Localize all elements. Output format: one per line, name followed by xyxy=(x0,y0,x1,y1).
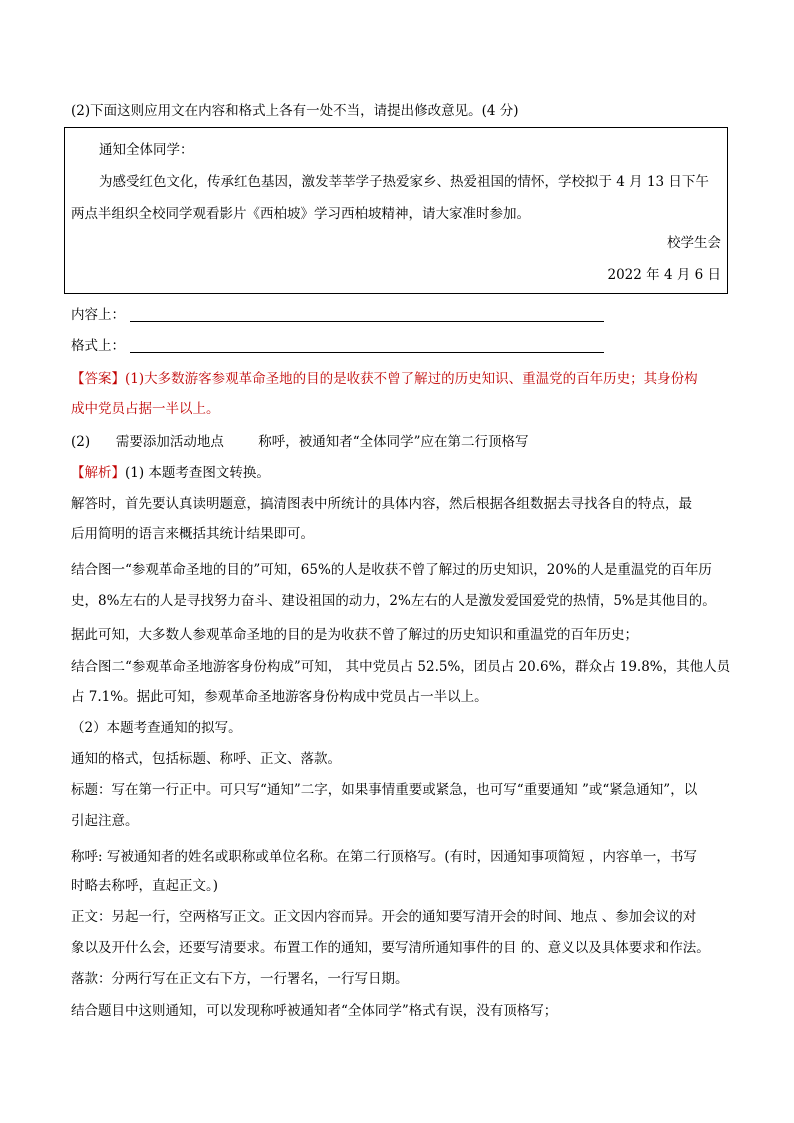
analysis-line-15: 象以及开什么会，还要写清要求。布置工作的通知，要写清所通知事件的目 的、意义以及具体要求和作法。 xyxy=(71,940,710,956)
format-answer-line xyxy=(130,352,604,353)
analysis-line-3: 结合图一“参观革命圣地的目的”可知，65%的人是收获不曾了解过的历史知识，20%的人是重温党的百年历 xyxy=(71,562,712,578)
analysis-line-8: （2）本题考查通知的拟写。 xyxy=(71,720,242,736)
analysis-line-5: 据此可知，大多数人参观革命圣地的目的是为收获不曾了解过的历史知识和重温党的百年历史； xyxy=(71,627,638,643)
content-label: 内容上： xyxy=(71,307,125,323)
analysis-line-9: 通知的格式，包括标题、称呼、正文、落款。 xyxy=(71,751,341,767)
question-prompt: (2)下面这则应用文在内容和格式上各有一处不当，请提出修改意见。(4 分) xyxy=(71,103,519,119)
analysis-line-12: 称呼: 写被通知者的姓名或职称或单位名称。在第二行顶格写。(有时，因通知事项简短 ，内容单一，书写 xyxy=(71,849,697,865)
analysis-tag: 【解析】 xyxy=(71,465,125,481)
analysis-line-13: 时略去称呼，直起正文。) xyxy=(71,878,219,894)
analysis-line-4: 史，8%左右的人是寻找努力奋斗、建设祖国的动力，2%左右的人是激发爱国爱党的热情，5%是其他目的。 xyxy=(71,593,716,609)
format-label: 格式上： xyxy=(71,338,125,354)
notice-signature: 校学生会 xyxy=(667,235,721,251)
answer-line2: 成中党员占据一半以上。 xyxy=(71,401,220,417)
notice-body-line1: 为感受红色文化，传承红色基因，激发莘莘学子热爱家乡、热爱祖国的情怀，学校拟于 4 月 13 日下午 xyxy=(99,174,709,190)
notice-body-line2: 两点半组织全校同学观看影片《西柏坡》学习西柏坡精神，请大家准时参加。 xyxy=(71,206,530,222)
notice-date: 2022 年 4 月 6 日 xyxy=(607,267,721,283)
analysis-line-0: 【解析】(1) 本题考查图文转换。 xyxy=(71,465,270,481)
analysis-line-7: 占 7.1%。据此可知，参观革命圣地游客身份构成中党员占一半以上。 xyxy=(71,689,488,705)
analysis-line-11: 引起注意。 xyxy=(71,813,139,829)
notice-box xyxy=(64,127,728,294)
notice-greeting: 通知全体同学： xyxy=(99,142,194,158)
answer-line3: (2) 需要添加活动地点 称呼，被通知者“全体同学”应在第二行顶格写 xyxy=(71,434,529,450)
analysis-line-6: 结合图二“参观革命圣地游客身份构成”可知， 其中党员占 52.5%，团员占 20.6%，群众占 19.8%，其他人员 xyxy=(71,659,731,675)
analysis-line-1: 解答时，首先要认真读明题意，搞清图表中所统计的具体内容，然后根据各组数据去寻找各自的特点，最 xyxy=(71,496,692,512)
analysis-line-10: 标题：写在第一行正中。可只写“通知”二字，如果事情重要或紧急，也可写“重要通知 ”或“紧急通知”，以 xyxy=(71,782,698,798)
analysis-line-2: 后用简明的语言来概括其统计结果即可。 xyxy=(71,526,314,542)
answer-line1: 【答案】(1)大多数游客参观革命圣地的目的是收获不曾了解过的历史知识、重温党的百年历史；其身份构 xyxy=(71,371,698,387)
analysis-line-17: 结合题目中这则通知，可以发现称呼被通知者“全体同学”格式有误，没有顶格写； xyxy=(71,1003,558,1019)
analysis-line-16: 落款：分两行写在正文右下方，一行署名，一行写日期。 xyxy=(71,971,409,987)
answer-tag: 【答案】 xyxy=(71,371,125,387)
content-answer-line xyxy=(130,321,604,322)
analysis-line-14: 正文：另起一行，空两格写正文。正文因内容而异。开会的通知要写清开会的时间、地点 、参加会议的对 xyxy=(71,909,697,925)
